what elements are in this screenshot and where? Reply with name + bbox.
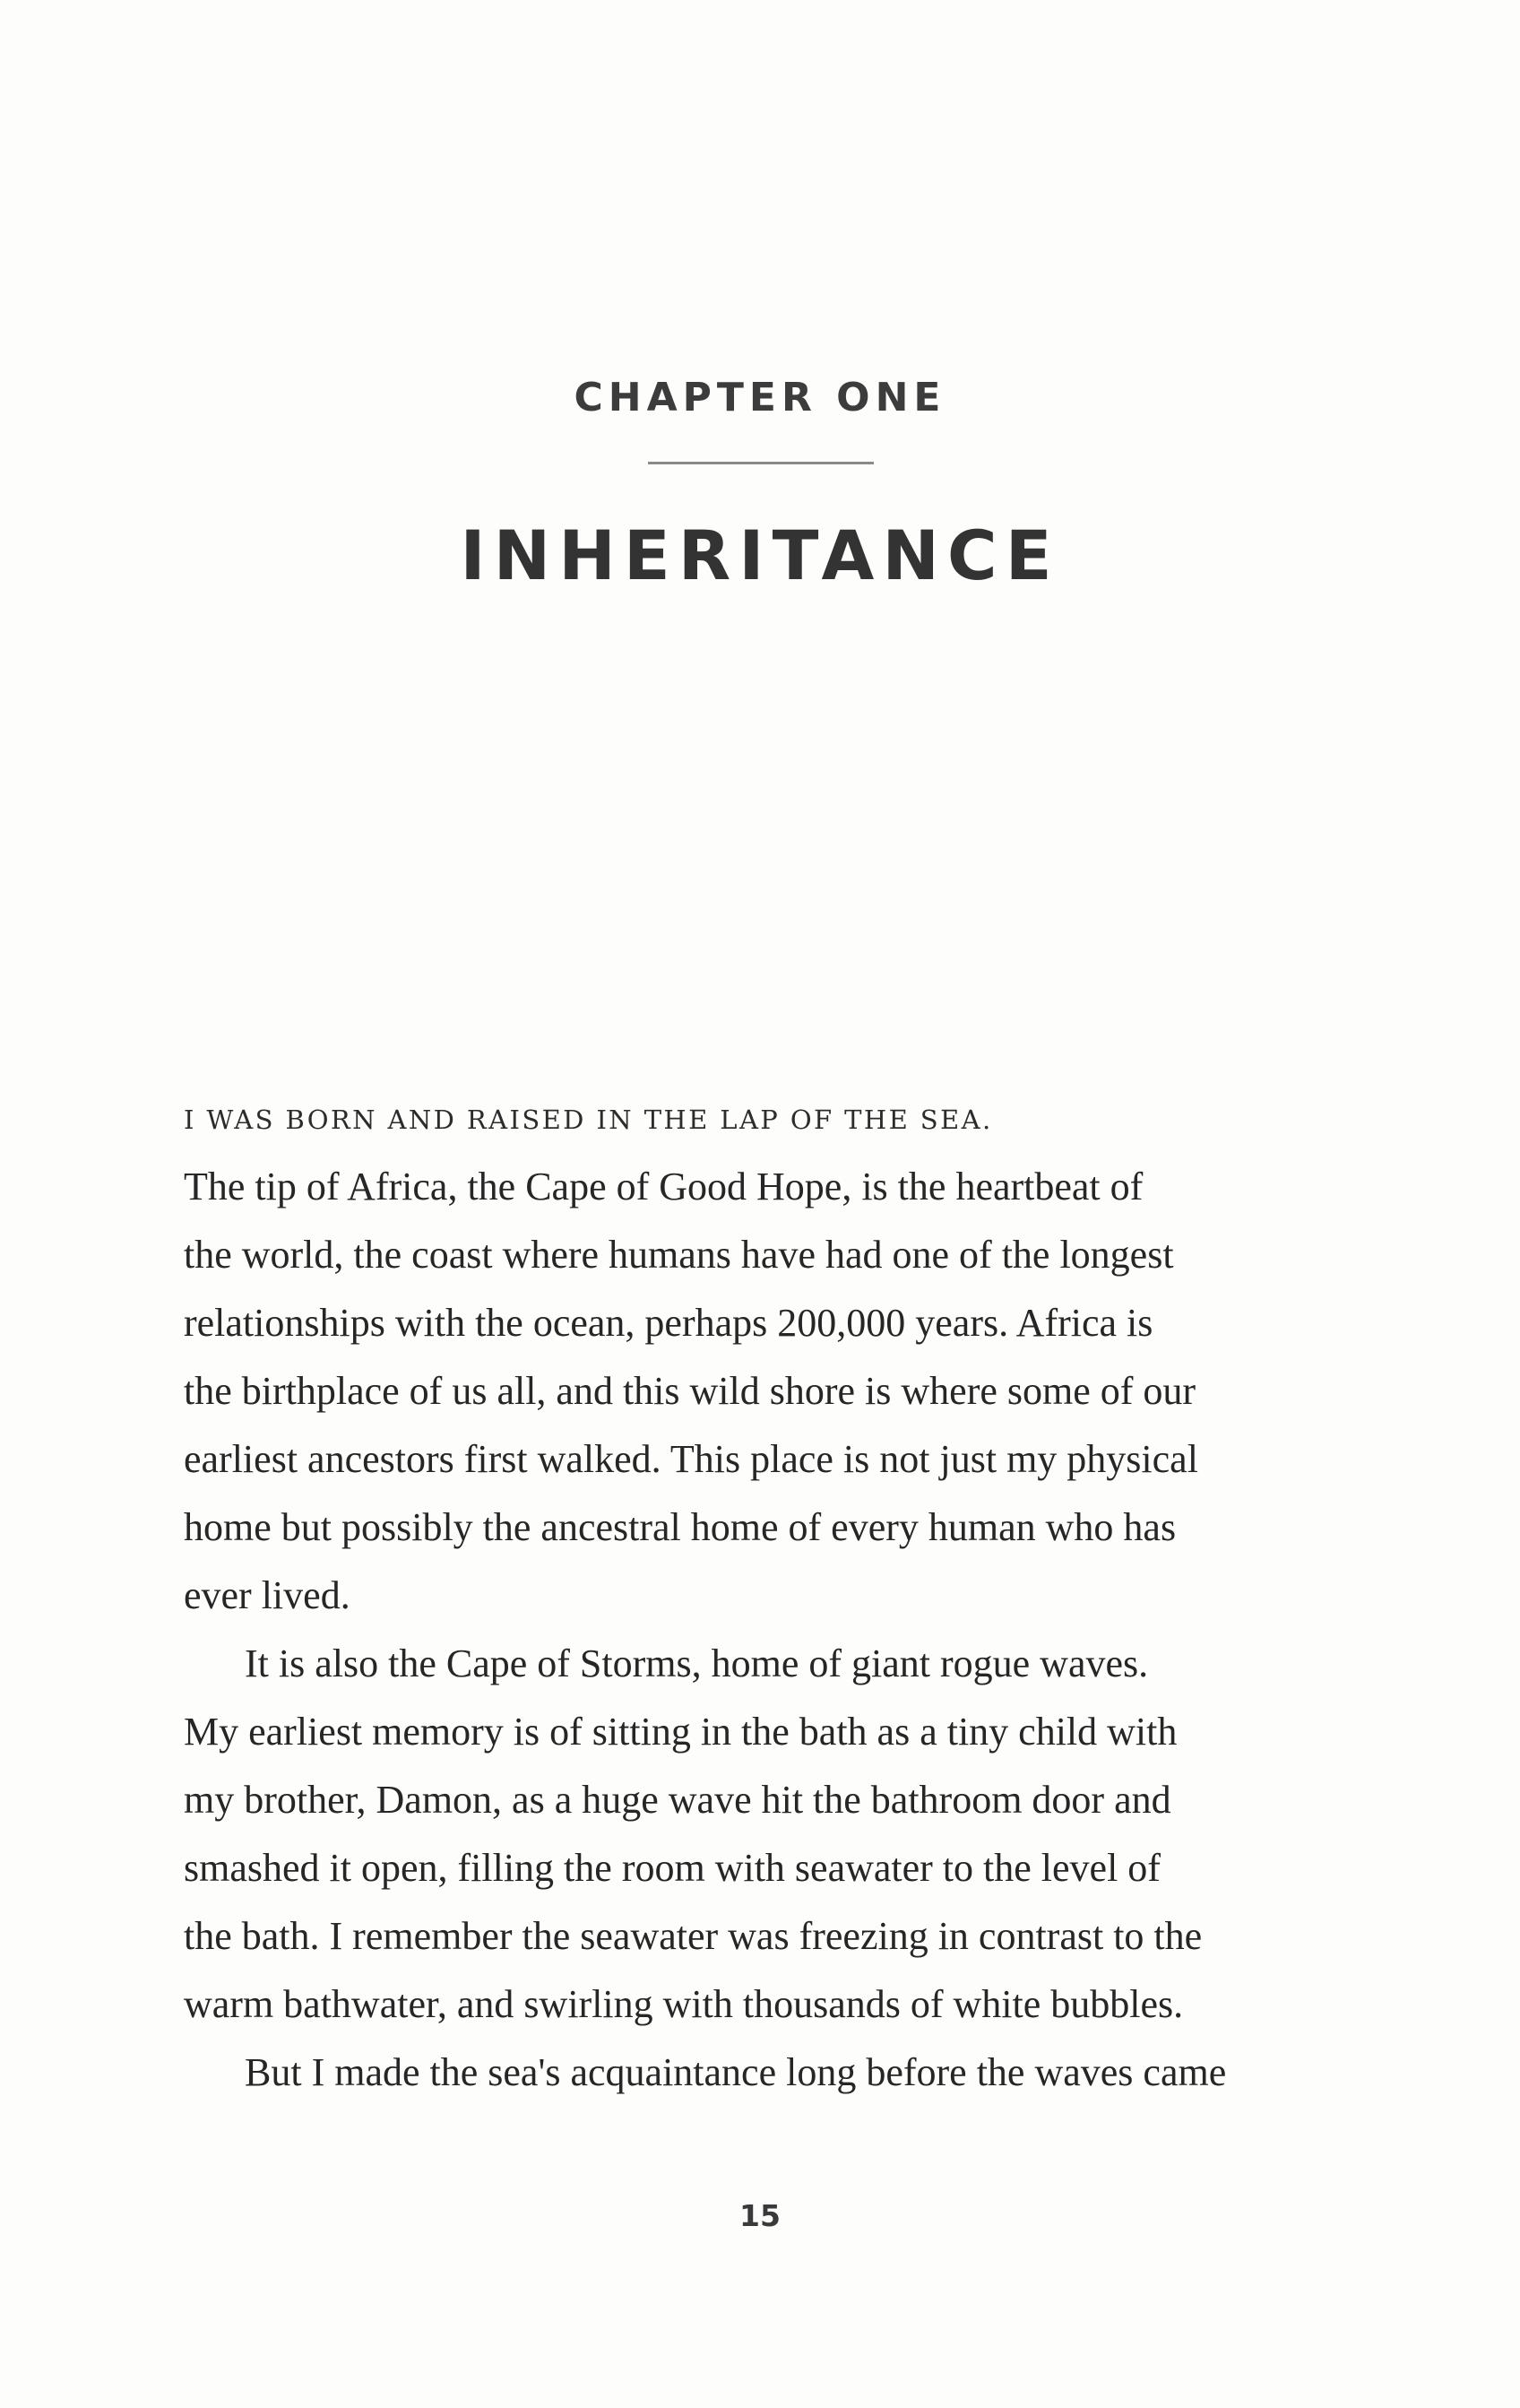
body-line: ever lived.: [184, 1573, 350, 1617]
body-line: the world, the coast where humans have had one of the longest: [184, 1233, 1174, 1277]
body-line: the bath. I remember the seawater was freezing in contrast to the: [184, 1914, 1203, 1958]
chapter-label: CHAPTER ONE: [574, 375, 946, 420]
body-line: smashed it open, filling the room with seawater to the level of: [184, 1846, 1161, 1890]
page-number: 15: [739, 2198, 781, 2233]
body-line: It is also the Cape of Storms, home of giant rogue waves.: [245, 1641, 1149, 1685]
body-line: my brother, Damon, as a huge wave hit the bathroom door and: [184, 1778, 1171, 1822]
body-line: My earliest memory is of sitting in the bath as a tiny child with: [184, 1710, 1178, 1754]
chapter-divider: [648, 462, 874, 464]
chapter-title: INHERITANCE: [460, 515, 1060, 595]
body-line: The tip of Africa, the Cape of Good Hope, is the heartbeat of: [184, 1165, 1144, 1208]
body-line: home but possibly the ancestral home of every human who has: [184, 1505, 1177, 1549]
body-line: But I made the sea's acquaintance long before the waves came: [245, 2050, 1227, 2094]
body-line: warm bathwater, and swirling with thousands of white bubbles.: [184, 1982, 1184, 2026]
body-line: relationships with the ocean, perhaps 200,000 years. Africa is: [184, 1301, 1153, 1345]
lead-in-line: I WAS BORN AND RAISED IN THE LAP OF THE SEA.: [184, 1104, 993, 1135]
body-line: earliest ancestors first walked. This place is not just my physical: [184, 1437, 1198, 1481]
body-line: the birthplace of us all, and this wild shore is where some of our: [184, 1369, 1196, 1413]
body-text: [184, 1153, 1340, 2107]
